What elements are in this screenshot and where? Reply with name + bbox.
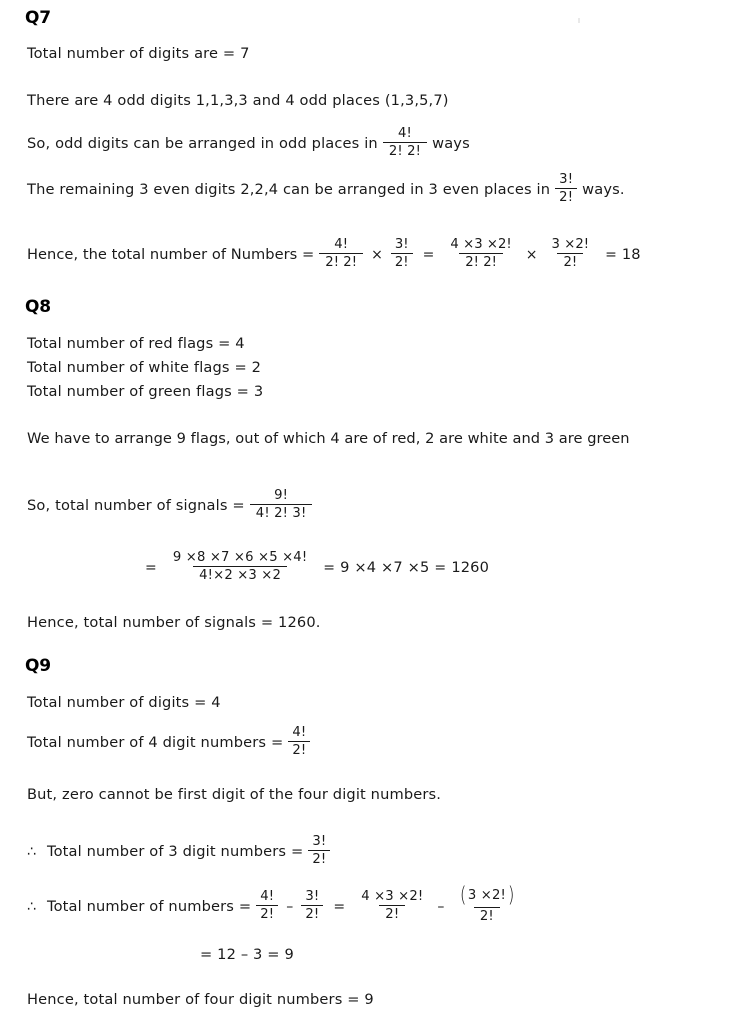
q8-eq-result: 1260 [451, 559, 490, 577]
q8-eq-operator-equals-1: = [145, 559, 157, 576]
fraction-denominator: 2! 2! [459, 253, 503, 270]
q9-line4-prefix: Total number of 3 digit numbers = [47, 843, 304, 861]
fraction-denominator: 4!×2 ×3 ×2 [193, 566, 287, 583]
q8-line-conclusion [0, 614, 321, 631]
therefore-symbol-1: ∴ [27, 843, 37, 860]
paren-group [459, 883, 516, 907]
q7-eq-operator-times-1: × [371, 246, 383, 263]
q9-line6-text: = 12 – 3 = 9 [200, 946, 294, 963]
q8-line4-text: We have to arrange 9 flags, out of which 4 are of red, 2 are white and 3 are green [27, 430, 630, 447]
fraction-numerator: 4! [397, 126, 412, 141]
q9-line3-text: But, zero cannot be first digit of the four digit numbers. [27, 786, 442, 803]
q8-line2-text: Total number of white flags = 2 [27, 359, 262, 376]
q8-line-green-flags [0, 383, 263, 400]
fraction-denominator: 2! 2! [383, 142, 427, 159]
q7-line4-suffix: ways. [582, 181, 625, 199]
scan-artifact-speck [578, 18, 580, 23]
fraction-denominator: 2! [555, 188, 577, 205]
q9-line-total-numbers-equation [0, 883, 526, 925]
fraction-denominator: 2! [288, 741, 310, 758]
q9-line7-text: Hence, total number of four digit numbers = 9 [27, 991, 374, 1008]
q9-line-zero-restriction [0, 786, 441, 803]
fraction-numerator: 4! [292, 725, 307, 740]
fraction-numerator: 3! [305, 889, 320, 904]
fraction-denominator: 2! [474, 907, 500, 924]
q7-eq-fraction-3 [444, 237, 517, 270]
q7-eq-operator-times-2: × [525, 246, 538, 263]
q7-line5-prefix: Hence, the total number of Numbers = [27, 246, 315, 264]
q7-eq-result: 18 [621, 246, 641, 264]
fraction-numerator: 3! [559, 172, 574, 187]
q8-line-arrange-statement [0, 430, 630, 447]
q9-eq-fraction-2 [301, 889, 323, 922]
paren-open: ( [459, 883, 467, 907]
q8-line5-prefix: So, total number of signals = [27, 497, 245, 515]
q7-line2-text: There are 4 odd digits 1,1,3,3 and 4 odd places (1,3,5,7) [27, 92, 449, 109]
q7-line4-prefix: The remaining 3 even digits 2,2,4 can be arranged in 3 even places in [27, 181, 551, 199]
q9-line2-prefix: Total number of 4 digit numbers = [27, 734, 284, 752]
fraction-denominator: 2! 2! [319, 253, 363, 270]
q9-eq-fraction-3 [355, 889, 429, 922]
fraction-numerator [453, 883, 522, 907]
q8-line-white-flags [0, 359, 261, 376]
q7-heading: Q7 [25, 8, 51, 28]
fraction-denominator: 2! [557, 253, 583, 270]
q9-eq-operator-minus-2: – [437, 898, 445, 915]
q9-line-numeric-result [0, 946, 294, 963]
fraction-denominator: 4! 2! 3! [250, 504, 313, 521]
fraction-denominator: 2! [391, 253, 413, 270]
fraction-numerator: 3 ×2! [551, 237, 590, 252]
paren-content: 3 ×2! [467, 888, 506, 904]
q7-line3-suffix: ways [432, 135, 470, 153]
fraction-numerator: 4! [334, 237, 349, 252]
q7-eq-fraction-2 [391, 237, 413, 270]
fraction-numerator: 4 ×3 ×2! [361, 889, 424, 904]
q7-eq-fraction-1 [319, 237, 363, 270]
q7-fraction-3f-over-2f [555, 172, 577, 205]
q8-line-expanded-calculation [0, 551, 489, 584]
q9-line1-text: Total number of digits = 4 [27, 694, 221, 711]
q9-line-three-digit-numbers [0, 835, 335, 868]
fraction-numerator: 3! [394, 237, 409, 252]
q9-eq-operator-minus-1: – [286, 898, 294, 915]
q9-line-total-digits [0, 694, 221, 711]
q9-fraction-4f-over-2f [288, 725, 310, 758]
q9-line-four-digit-numbers [0, 726, 315, 759]
q7-eq-operator-equals-1: = [422, 246, 435, 263]
fraction-numerator: 9! [274, 488, 289, 503]
fraction-denominator: 2! [301, 905, 323, 922]
q8-eq-middle-product: 9 ×4 ×7 ×5 [340, 559, 430, 577]
q8-eq-operator-equals-2: = [323, 559, 336, 576]
q9-line-conclusion [0, 991, 374, 1008]
q8-line1-text: Total number of red flags = 4 [27, 335, 245, 352]
q8-line-signals-formula [0, 489, 317, 522]
q9-heading: Q9 [25, 656, 51, 676]
fraction-denominator: 2! [379, 905, 405, 922]
q8-line7-text: Hence, total number of signals = 1260. [27, 614, 321, 631]
fraction-denominator: 2! [256, 905, 278, 922]
fraction-numerator: 4 ×3 ×2! [450, 237, 512, 252]
q9-line5-prefix: Total number of numbers = [47, 898, 252, 916]
q8-heading: Q8 [25, 297, 51, 317]
q8-expanded-fraction [167, 550, 313, 583]
q7-eq-operator-equals-2: = [605, 246, 617, 263]
q7-fraction-4f-over-2f2f [383, 126, 427, 159]
q7-line-even-arrangement [0, 173, 625, 206]
q8-fraction-9f-over-4f2f3f [250, 488, 313, 521]
fraction-numerator: 9 ×8 ×7 ×6 ×5 ×4! [172, 550, 308, 565]
q7-line-final-equation [0, 238, 641, 271]
q9-fraction-3f-over-2f [308, 834, 330, 867]
q9-eq-fraction-4-parenthesized [453, 883, 522, 925]
q8-eq-operator-equals-3: = [434, 559, 447, 576]
fraction-numerator: 3! [312, 834, 327, 849]
fraction-numerator: 4! [260, 889, 275, 904]
q7-eq-fraction-4 [546, 237, 596, 270]
q7-line-odd-arrangement [0, 127, 470, 160]
q8-line-red-flags [0, 335, 245, 352]
q8-line3-text: Total number of green flags = 3 [27, 383, 264, 400]
q9-eq-operator-equals-1: = [333, 898, 346, 915]
therefore-symbol-2: ∴ [27, 898, 37, 915]
fraction-denominator: 2! [308, 850, 330, 867]
q7-line3-prefix: So, odd digits can be arranged in odd places in [27, 135, 378, 153]
q7-line1-text: Total number of digits are = 7 [27, 45, 250, 62]
q9-eq-fraction-1 [256, 889, 278, 922]
q7-line-odd-digits [0, 92, 449, 109]
paren-close: ) [507, 883, 515, 907]
q7-line-total-digits [0, 45, 250, 62]
